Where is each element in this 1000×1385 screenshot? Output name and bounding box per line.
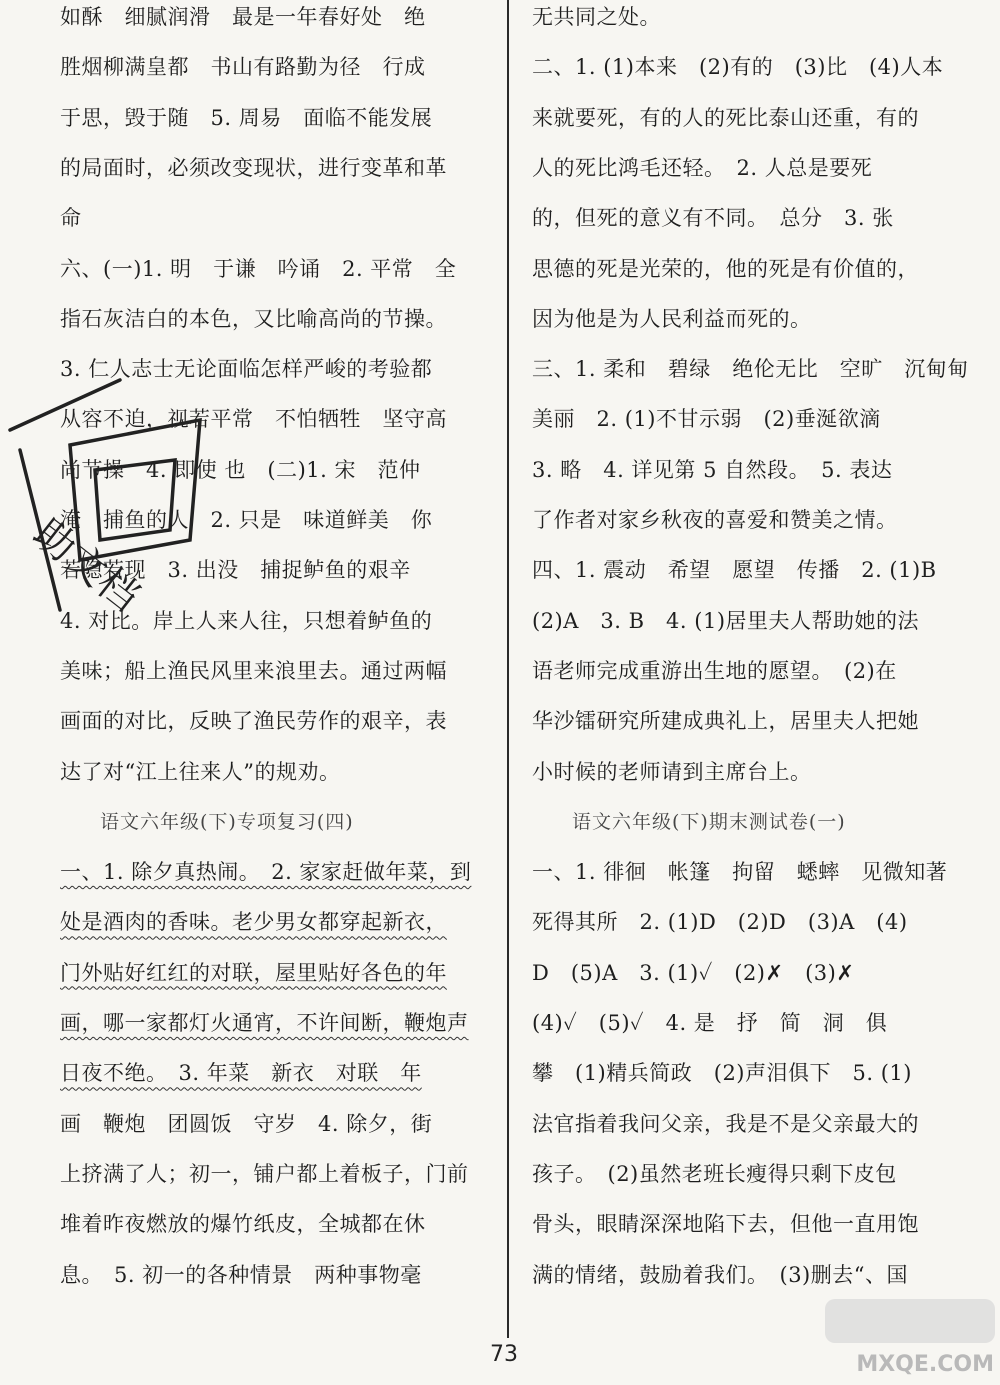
left-text-line: 命 (60, 206, 82, 231)
right-text-line: 来就要死，有的人的死比泰山还重，有的 (532, 105, 919, 130)
right-text-line: 人的死比鸿毛还轻。 2. 人总是要死 (532, 155, 873, 180)
left-text-line: 若隐若现 3. 出没 捕捉鲈鱼的艰辛 (60, 558, 411, 583)
left-text-line: 上挤满了人；初一，铺户都上着板子，门前 (60, 1161, 469, 1186)
left-text-line: 画面的对比，反映了渔民劳作的艰辛，表 (60, 709, 447, 734)
right-text-line: 死得其所 2. (1)D (2)D (3)A (4) (532, 910, 908, 935)
right-text-line: 孩子。 (2)虽然老班长瘦得只剩下皮包 (532, 1161, 897, 1186)
right-text-line: 三、1. 柔和 碧绿 绝伦无比 空旷 沉甸甸 (532, 357, 969, 382)
right-text-line: 语老师完成重游出生地的愿望。 (2)在 (532, 658, 897, 683)
left-text-line: 日夜不绝。 3. 年菜 新衣 对联 年 (60, 1061, 422, 1086)
left-text-line: 指石灰洁白的本色，又比喻高尚的节操。 (60, 306, 447, 331)
left-text-line: 于思，毁于随 5. 周易 面临不能发展 (60, 105, 433, 130)
left-text-line: 3. 仁人志士无论面临怎样严峻的考验都 (60, 357, 433, 382)
right-text-line: 无共同之处。 (532, 5, 661, 29)
right-text-line: 满的情绪，鼓励着我们。 (3)删去“、国 (532, 1262, 908, 1287)
right-text-line: (4)✓ (5)✓ 4. 是 抒 简 洞 俱 (532, 1011, 888, 1035)
right-text-line: 小时候的老师请到主席台上。 (532, 759, 812, 784)
right-text-line: 的，但死的意义有不同。 总分 3. 张 (532, 206, 894, 231)
left-text-line: 息。 5. 初一的各种情景 两种事物毫 (60, 1262, 422, 1287)
left-text-line: 如酥 细腻润滑 最是一年春好处 绝 (60, 5, 426, 29)
page-number: 73 (490, 1342, 518, 1367)
column-divider (507, 0, 509, 1338)
left-section-heading: 语文六年级(下)专项复习(四) (100, 810, 354, 833)
left-text-line: 从容不迫，视若平常 不怕牺牲 坚守高 (60, 407, 447, 432)
left-text-line: 胜烟柳满皇都 书山有路勤为径 行成 (60, 55, 426, 80)
left-text-line: 达了对“江上往来人”的规劝。 (60, 759, 341, 784)
right-text-line: (2)A 3. B 4. (1)居里夫人帮助她的法 (532, 608, 920, 633)
stamp-mark (0, 360, 210, 630)
left-text-line: 的局面时，必须改变现状，进行变革和革 (60, 155, 447, 180)
left-text-line: 淹 捕鱼的人 2. 只是 味道鲜美 你 (60, 508, 433, 532)
left-text-line: 六、(一)1. 明 于谦 吟诵 2. 平常 全 (60, 256, 457, 281)
left-text-line: 处是酒肉的香味。老少男女都穿起新衣， (60, 910, 447, 935)
left-text-line: 一、1. 除夕真热闹。 2. 家家赶做年菜，到 (60, 860, 472, 885)
left-text-line: 画，哪一家都灯火通宵，不许间断，鞭炮声 (60, 1011, 469, 1035)
right-text-line: 3. 略 4. 详见第 5 自然段。 5. 表达 (532, 457, 893, 482)
stamp-text: 助文档 (24, 510, 148, 621)
left-text-line: 尚节操 4. 即使 也 (二)1. 宋 范仲 (60, 457, 421, 482)
left-text-line: 美味；船上渔民风里来浪里去。通过两幅 (60, 658, 447, 683)
right-text-line: 了作者对家乡秋夜的喜爱和赞美之情。 (532, 508, 898, 532)
right-text-line: 攀 (1)精兵简政 (2)声泪俱下 5. (1) (532, 1061, 912, 1086)
right-text-line: 美丽 2. (1)不甘示弱 (2)垂涎欲滴 (532, 407, 881, 432)
watermark-logo (815, 1295, 1000, 1381)
right-text-line: 二、1. (1)本来 (2)有的 (3)比 (4)人本 (532, 55, 944, 80)
watermark-text: MXQE.COM (856, 1352, 994, 1377)
right-text-line: 因为他是为人民利益而死的。 (532, 306, 812, 331)
left-text-line: 门外贴好红红的对联，屋里贴好各色的年 (60, 960, 447, 985)
right-text-line: 四、1. 震动 希望 愿望 传播 2. (1)B (532, 558, 937, 583)
left-text-line: 堆着昨夜燃放的爆竹纸皮，全城都在休 (60, 1212, 426, 1237)
right-text-line: 法官指着我问父亲，我是不是父亲最大的 (532, 1111, 919, 1136)
left-text-line: 画 鞭炮 团圆饭 守岁 4. 除夕，街 (60, 1111, 433, 1136)
right-text-line: 思德的死是光荣的，他的死是有价值的， (532, 256, 919, 281)
right-text-line: 骨头，眼睛深深地陷下去，但他一直用饱 (532, 1212, 919, 1237)
left-text-line: 4. 对比。岸上人来人往，只想着鲈鱼的 (60, 608, 433, 633)
right-section-heading: 语文六年级(下)期末测试卷(一) (572, 810, 846, 833)
right-text-line: 华沙镭研究所建成典礼上，居里夫人把她 (532, 709, 919, 734)
right-text-line: 一、1. 徘徊 帐篷 拘留 蟋蟀 见微知著 (532, 860, 948, 885)
right-text-line: D (5)A 3. (1)✓ (2)✗ (3)✗ (532, 960, 855, 985)
